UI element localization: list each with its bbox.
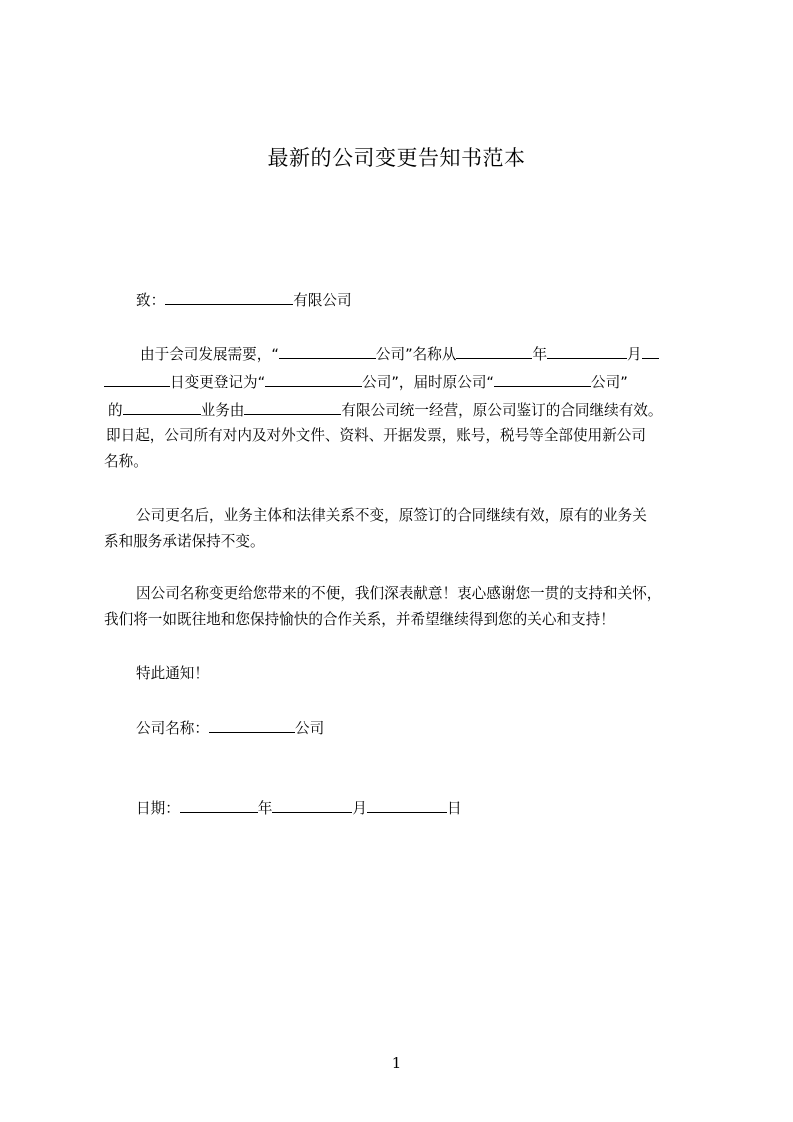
paragraph1-text: 的 [108,402,123,419]
paragraph1-line3 [108,400,662,421]
new-company-blank [265,372,362,387]
change-day-blank-end [104,372,170,387]
company-name-label: 公司名称： [136,720,209,737]
paragraph3-line1: 因公司名称变更给您带来的不便，我们深表献意！衷心感谢您一贯的支持和关怀， [136,585,662,602]
paragraph1-text: 公司”名称从 [375,346,457,363]
salutation-suffix: 有限公司 [293,292,352,309]
paragraph1-line1 [140,344,659,365]
salutation-prefix: 致： [136,292,166,309]
paragraph1-text: 由于会司发展需要，“ [140,346,279,363]
paragraph2-line1: 公司更名后，业务主体和法律关系不变，原签订的合同继续有效，原有的业务关 [136,507,647,524]
change-day-blank-start [642,344,659,359]
change-month-blank [547,344,627,359]
company-name-suffix: 公司 [294,720,325,737]
paragraph1-text: 年 [532,346,548,363]
paragraph1-text: 有限公司统一经营，原公司鉴订的合同继续有效。 [341,402,663,419]
old-company-blank [279,344,376,359]
paragraph1-text: 公司”，届时原公司“ [362,374,494,391]
document-title: 最新的公司变更告知书范本 [267,146,526,170]
paragraph1-line4: 即日起，公司所有对内及对外文件、资料、开据发票，账号，税号等全部使用新公司 [106,427,646,444]
paragraph2-line2: 系和服务承诺保持不变。 [104,533,265,550]
closing-notice: 特此通知！ [136,665,209,682]
date-month-blank [272,798,352,813]
business-blank [123,400,201,415]
paragraph3-line2: 我们将一如既往地和您保持愉快的合作关系，并希望继续得到您的关心和支持！ [104,611,615,628]
company-name-blank [209,718,295,733]
paragraph1-line5: 名称。 [104,453,148,470]
paragraph1-line2 [104,372,628,393]
date-year-blank [180,798,258,813]
change-year-blank [456,344,532,359]
salutation-line [136,290,352,311]
paragraph1-text: 业务由 [200,402,245,419]
date-line [136,798,462,819]
paragraph1-text: 公司” [591,374,628,391]
date-year-label: 年 [257,800,273,817]
date-day-blank [367,798,447,813]
page-number: 1 [391,1054,402,1072]
recipient-blank [165,290,293,305]
paragraph1-text: 月 [627,346,642,363]
original-company-blank [494,372,591,387]
date-day-label: 日 [447,800,462,817]
date-label: 日期： [136,800,180,817]
company-name-line [136,718,324,739]
operating-company-blank [244,400,341,415]
date-month-label: 月 [352,800,368,817]
paragraph1-text: 日变更登记为“ [170,374,266,391]
